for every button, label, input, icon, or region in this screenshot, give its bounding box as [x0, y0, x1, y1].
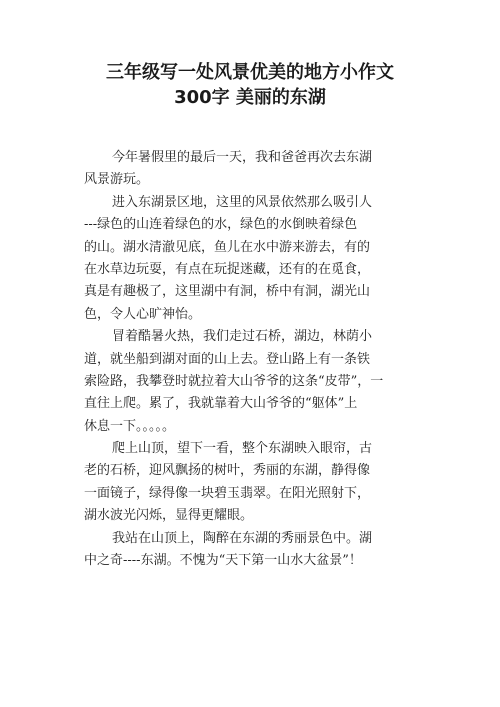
- title-line-1: 三年级写一处风景优美的地方小作文: [106, 62, 394, 83]
- paragraph-1: [84, 147, 424, 192]
- text-line: 我站在山顶上，陶醉在东湖的秀丽景色中。湖: [112, 530, 373, 546]
- text-line: 湖水波光闪烁，显得更耀眼。: [84, 508, 254, 524]
- text-line: 直往上爬。累了，我就靠着大山爷爷的“躯体”上: [84, 396, 358, 412]
- text-line: 道，就坐船到湖对面的山上去。登山路上有一条铁: [84, 351, 371, 367]
- paragraph-3: [84, 326, 424, 438]
- text-line: 今年暑假里的最后一天，我和爸爸再次去东湖: [112, 150, 373, 165]
- title-line-2: 300字 美丽的东湖: [174, 87, 326, 108]
- text-line: 在水草边玩耍，有点在玩捉迷藏，还有的在觅食，: [84, 261, 371, 277]
- page-title: [60, 60, 440, 110]
- text-line: 休息一下。。。。。: [84, 418, 176, 434]
- text-line: 进入东湖景区地，这里的风景依然那么吸引人: [112, 194, 373, 210]
- text-line: 老的石桥，迎风飘扬的树叶，秀丽的东湖，静得像: [84, 463, 371, 479]
- paragraph-5: [84, 528, 424, 573]
- paragraph-2: [84, 192, 424, 326]
- text-line: 风景游玩。: [84, 172, 150, 188]
- essay-body: [84, 147, 424, 572]
- text-line: 的山。湖水清澈见底，鱼儿在水中游来游去，有的: [84, 239, 371, 255]
- text-line: 冒着酷暑火热，我们走过石桥，湖边，林荫小: [112, 329, 373, 345]
- text-line: ---绿色的山连着绿色的水，绿色的水倒映着绿色: [84, 217, 358, 233]
- text-line: 一面镜子，绿得像一块碧玉翡翠。在阳光照射下，: [84, 485, 371, 501]
- text-line: 真是有趣极了，这里湖中有洞，桥中有洞，湖光山: [84, 284, 371, 300]
- text-line: 中之奇----东湖。不愧为“天下第一山水大盆景”！: [84, 553, 362, 569]
- text-line: 索险路，我攀登时就拉着大山爷爷的这条“皮带”，一: [84, 373, 384, 389]
- text-line: 色，令人心旷神怡。: [84, 306, 202, 322]
- text-line: 爬上山顶，望下一看，整个东湖映入眼帘，古: [112, 441, 373, 457]
- paragraph-4: [84, 438, 424, 528]
